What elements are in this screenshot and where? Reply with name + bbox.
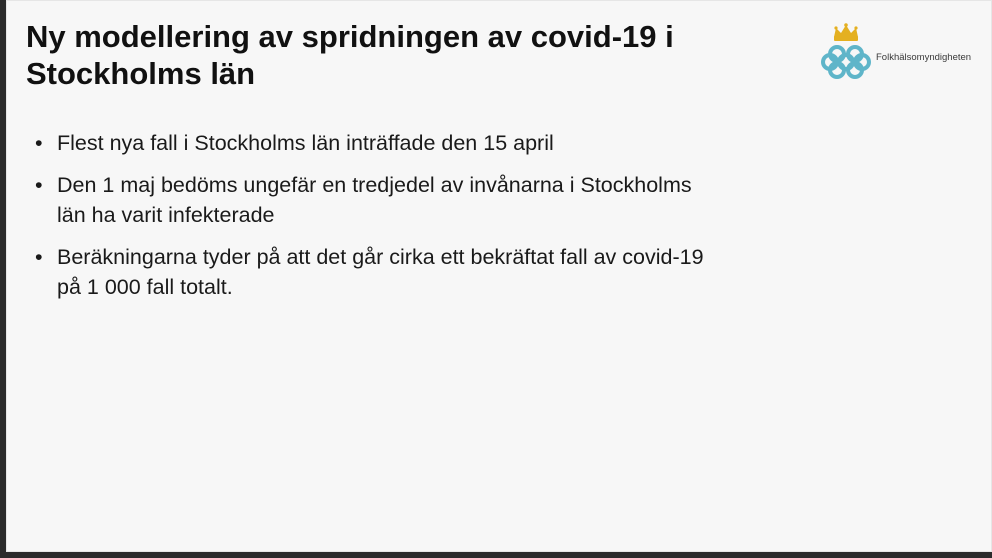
video-frame-edge	[0, 552, 992, 558]
bullet-item	[33, 128, 713, 158]
slide-title: Ny modellering av spridningen av covid-19 i Stockholms län	[26, 19, 674, 91]
bullet-list	[33, 128, 713, 314]
bullet-marker: •	[35, 131, 43, 155]
bullet-marker: •	[35, 245, 43, 269]
bullet-text: Flest nya fall i Stockholms län inträffade den 15 april	[57, 131, 554, 155]
bullet-marker: •	[35, 173, 43, 197]
crown-rings-logo-icon	[820, 22, 874, 80]
logo-wordmark: Folkhälsomyndigheten	[876, 52, 972, 63]
bullet-item	[33, 170, 713, 230]
presentation-slide	[6, 0, 992, 552]
agency-logo	[820, 22, 990, 82]
bullet-text: Den 1 maj bedöms ungefär en tredjedel av invånarna i Stockholms län ha varit infekterade	[57, 173, 692, 227]
bullet-item	[33, 242, 713, 302]
bullet-text: Beräkningarna tyder på att det går cirka ett bekräftat fall av covid-19 på 1 000 fall totalt.	[57, 245, 704, 299]
